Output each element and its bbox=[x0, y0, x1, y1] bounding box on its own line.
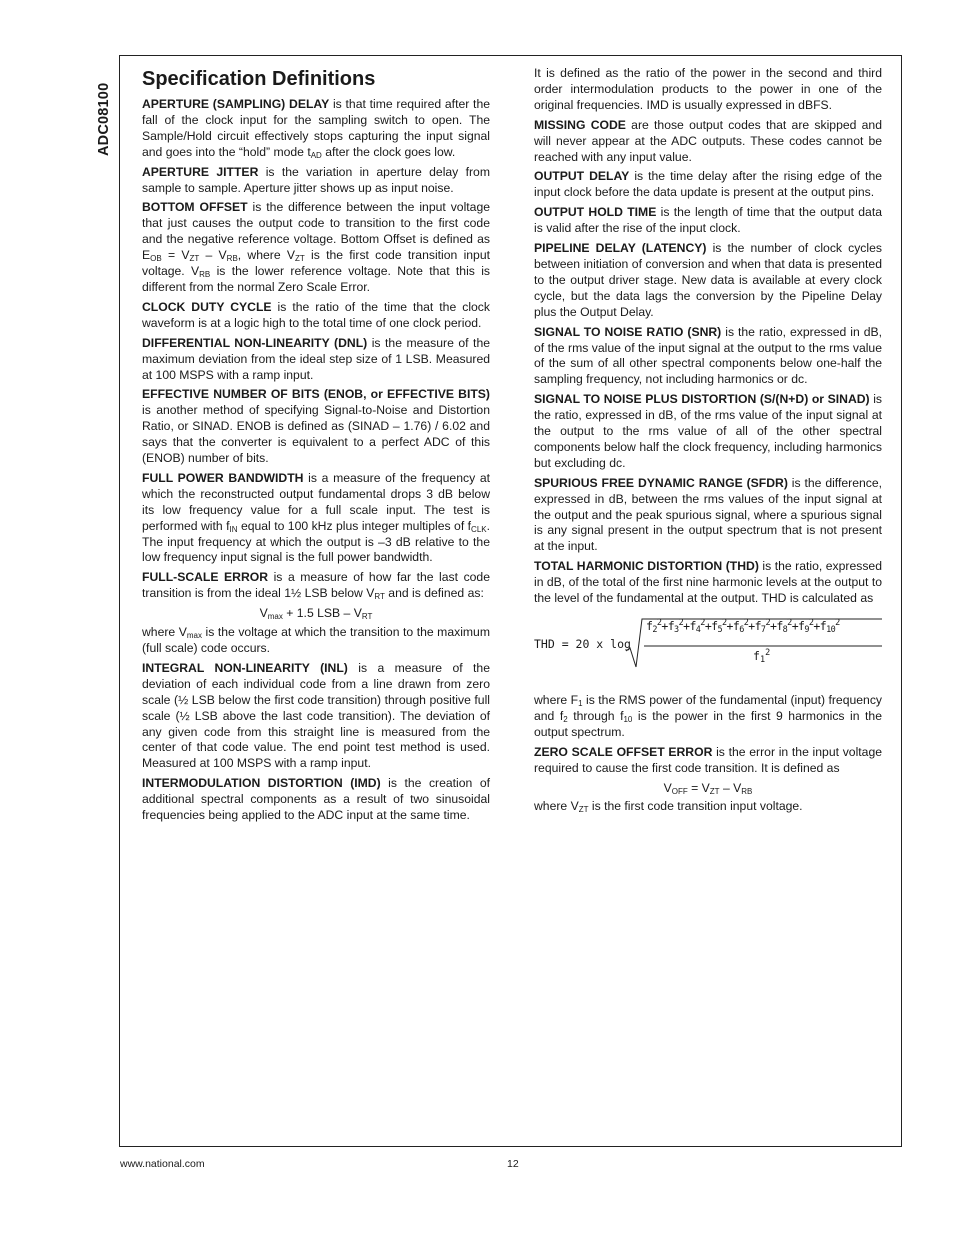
def-imd: INTERMODULATION DISTORTION (IMD) is the creation of additional spectral components as a result of two sinusoidal frequencies being applied to the ADC input at the same time. bbox=[142, 776, 490, 823]
thd-equation bbox=[534, 617, 882, 677]
footer-website[interactable]: www.national.com bbox=[120, 1158, 205, 1170]
page-title: Specification Definitions bbox=[142, 68, 376, 90]
def-missing-code: MISSING CODE are those output codes that are skipped and will never appear at the ADC outputs. These codes cannot be reached with any input value. bbox=[534, 117, 882, 164]
def-aperture-jitter: APERTURE JITTER is the variation in aperture delay from sample to sample. Aperture jitter shows up as input noise. bbox=[142, 164, 490, 195]
full-scale-error-equation: $V_{max} + 1.5$ LSB – $V_{RT}$ bbox=[259, 606, 373, 622]
def-clock-duty-cycle: CLOCK DUTY CYCLE is the ratio of the time that the clock waveform is at a logic high to the total time of one clock period. bbox=[142, 299, 490, 330]
def-imd-continued: It is defined as the ratio of the power in the second and third order intermodulation products to the power in one of the original frequencies. IMD is usually expressed in dBFS. bbox=[534, 66, 882, 112]
def-inl: INTEGRAL NON-LINEARITY (INL) is a measure of the deviation of each individual code from a line drawn from zero scale (½ LSB below the first code transition) through positive full scale (½ LSB above the last code transition). The deviation of any given code from this straight line is measured from the center of that code value. The end point test method is used. Measured at 100 MSPS with a ramp input. bbox=[142, 660, 490, 771]
full-scale-error-where: where $V_{max}$ is the voltage at which the transition to the maximum (full scale) code occurs. bbox=[142, 625, 490, 655]
def-snr: SIGNAL TO NOISE RATIO (SNR) is the ratio, expressed in dB, of the rms value of the input signal at the output to the rms value of the sum of all other spectral components below one-half the sampling frequency, not including harmonics or dc. bbox=[534, 324, 882, 387]
thd-numerator bbox=[646, 619, 840, 635]
def-aperture-delay: APERTURE (SAMPLING) DELAY is that time required after the fall of the clock input for the sampling switch to open. The Sample/Hold circuit effectively stops capturing the input signal and goes into the “hold” mode $t_{AD}$ after the clock goes low. bbox=[142, 97, 491, 160]
thd-numerator-term: $f_5^2+$ bbox=[711, 618, 733, 635]
thd-numerator-term: $f_7^2+$ bbox=[754, 618, 777, 635]
def-full-scale-error: FULL-SCALE ERROR is a measure of how far the last code transition is from the ideal 1½ LSB below $V_{RT}$ and is defined as: bbox=[142, 570, 490, 602]
thd-where: where $F_1$ is the RMS power of the fundamental (input) frequency and $f_2$ through $f_{10}$ is the power in the first 9 harmonics in the output spectrum. bbox=[534, 693, 883, 739]
thd-numerator-term: $f_4^2+$ bbox=[689, 618, 712, 635]
def-output-delay: OUTPUT DELAY is the time delay after the rising edge of the input clock before the data update is present at the output pins. bbox=[534, 169, 882, 200]
thd-numerator-term: $f_2^2+$ bbox=[646, 618, 668, 635]
thd-equation-lhs: THD = 20 x log bbox=[534, 637, 631, 651]
def-bottom-offset: BOTTOM OFFSET is the difference between the input voltage that just causes the output code to transition to the first code and the negative reference voltage. Bottom Offset is defined as $E_{OB} = V_{ZT} - V_{RB}$, where $V_{ZT}$ is the first code transition input voltage. $V_{RB}$ is the lower reference voltage. Note that this is different from the normal Zero Scale Error. bbox=[142, 200, 491, 294]
zero-scale-offset-equation: $V_{OFF} = V_{ZT} - V_{RB}$ bbox=[663, 780, 753, 796]
def-full-power-bandwidth: FULL POWER BANDWIDTH is a measure of the frequency at which the reconstructed output fundamental drops 3 dB below its low frequency value for a full scale input. The test is performed with $f_{IN}$ equal to 100 kHz plus integer multiples of $f_{CLK}$. The input frequency at which the output is –3 dB relative to the low frequency input signal is the full power bandwidth. bbox=[142, 470, 491, 565]
thd-numerator-term: $f_8^2+$ bbox=[776, 618, 799, 635]
def-zero-scale-offset: ZERO SCALE OFFSET ERROR is the error in the input voltage required to cause the first code transition. It is defined as bbox=[534, 744, 882, 775]
part-number-side-label: ADC08100 bbox=[96, 82, 112, 156]
thd-numerator-term: $f_6^2+$ bbox=[732, 618, 755, 635]
thd-denominator: $f_1^2$ bbox=[753, 648, 771, 665]
footer-page-number: 12 bbox=[507, 1158, 519, 1170]
def-dnl: DIFFERENTIAL NON-LINEARITY (DNL) is the measure of the maximum deviation from the ideal step size of 1 LSB. Measured at 100 MSPS with a ramp input. bbox=[142, 335, 490, 382]
def-enob: EFFECTIVE NUMBER OF BITS (ENOB, or EFFECTIVE BITS) is another method of specifying Signal-to-Noise and Distortion Ratio, or SINAD. ENOB is defined as (SINAD – 1.76) / 6.02 and says that the converter is equivalent to a perfect ADC of this (ENOB) number of bits. bbox=[142, 387, 490, 466]
thd-numerator-term: $f_9^2+$ bbox=[798, 618, 820, 635]
def-output-hold-time: OUTPUT HOLD TIME is the length of time that the output data is valid after the rise of the input clock. bbox=[534, 205, 882, 236]
def-pipeline-delay: PIPELINE DELAY (LATENCY) is the number of clock cycles between initiation of conversion and when that data is presented to the output driver stage. New data is available at every clock cycle, but the data lags the conversion by the Pipeline Delay plus the Output Delay. bbox=[534, 241, 882, 319]
thd-numerator-term: $f_{10}^2$ bbox=[819, 618, 840, 635]
right-column bbox=[534, 66, 882, 819]
def-sfdr: SPURIOUS FREE DYNAMIC RANGE (SFDR) is the difference, expressed in dB, between the rms values of the input signal at the output and the peak spurious signal, where a spurious signal is any signal present in the output spectrum that is not present at the input. bbox=[534, 475, 883, 554]
def-thd: TOTAL HARMONIC DISTORTION (THD) is the ratio, expressed in dB, of the total of the first nine harmonic levels at the output to the level of the fundamental at the output. THD is calculated as bbox=[534, 559, 882, 606]
thd-numerator-term: $f_3^2+$ bbox=[667, 618, 690, 635]
zero-scale-offset-where: where $V_{ZT}$ is the first code transition input voltage. bbox=[534, 799, 803, 815]
def-sinad: SIGNAL TO NOISE PLUS DISTORTION (S/(N+D) or SINAD) is the ratio, expressed in dB, of the rms value of the input signal at the output to the rms value of all of the other spectral components below half the clock frequency, including harmonics but excluding dc. bbox=[534, 392, 883, 470]
left-column bbox=[142, 66, 490, 828]
